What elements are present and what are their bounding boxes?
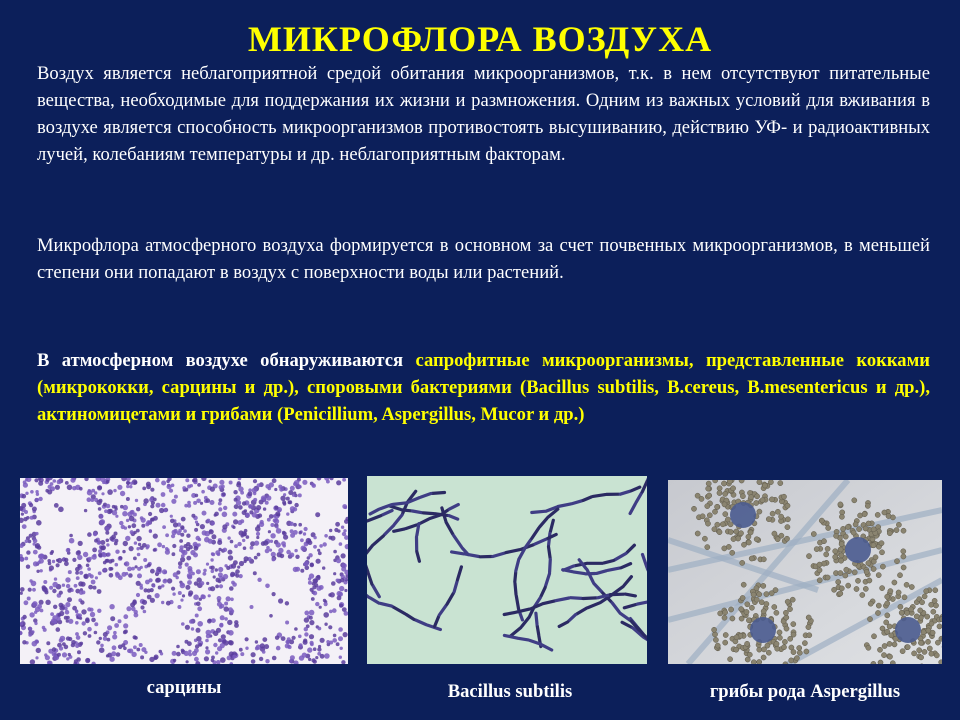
slide-title: МИКРОФЛОРА ВОЗДУХА	[247, 19, 713, 59]
caption-sarcina: сарцины	[146, 677, 222, 698]
caption-bacillus: Bacillus subtilis	[447, 681, 573, 702]
aspergillus-micrograph-icon	[668, 480, 942, 664]
sarcina-micrograph-icon	[20, 478, 348, 664]
bacillus-micrograph-icon	[367, 476, 647, 664]
paragraph3-highlight: сапрофитные микроорганизмы, представленные кокками (микрококки, сарцины и др.), споровыми бактериями (Bacillus subtilis, B.cereus, B.mesentericus и др.), актиномицетами и грибами (Penicillium, Aspergillus, Mucor и др.)	[37, 350, 930, 425]
paragraph-detected-microorganisms	[37, 347, 930, 428]
paragraph3-lead: В атмосферном воздухе обнаруживаются	[37, 350, 416, 371]
caption-aspergillus: грибы рода Aspergillus	[709, 681, 901, 702]
paragraph-air-microflora-sources: Микрофлора атмосферного воздуха формируется в основном за счет почвенных микроорганизмов, в меньшей степени они попадают в воздух с поверхности воды или растений.	[37, 235, 930, 283]
paragraph-air-environment: Воздух является неблагоприятной средой обитания микроорганизмов, т.к. в нем отсутствуют питательные вещества, необходимые для поддержания их жизни и размножения. Одним из важных условий для вживания в воздухе является способность микроорганизмов противостоять высушиванию, действию УФ- и радиоактивных лучей, колебаниям температуры и др. неблагоприятным факторам.	[37, 63, 930, 165]
